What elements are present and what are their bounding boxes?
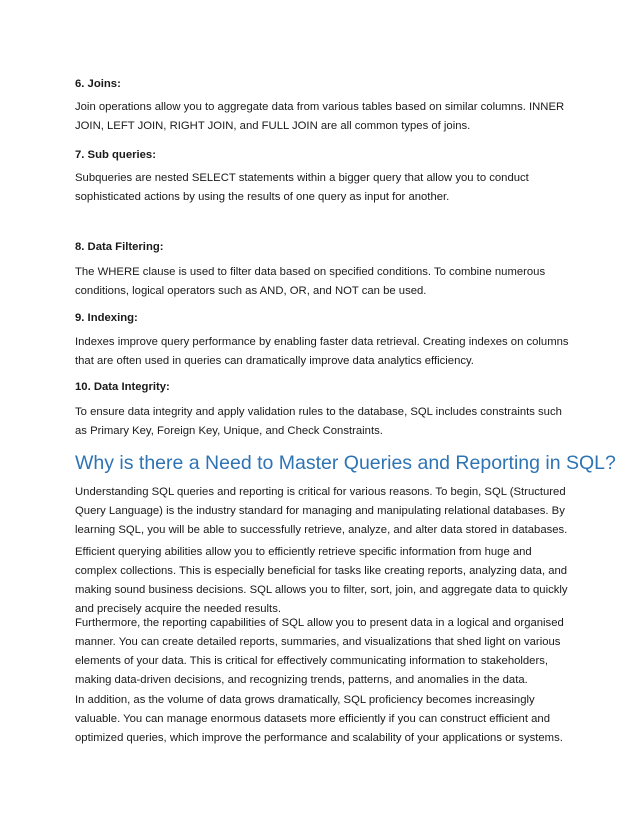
section-joins-body <box>75 98 570 136</box>
body-paragraph: Furthermore, the reporting capabilities of SQL allow you to present data in a logical and organised manner. You can create detailed reports, summaries, and visualizations that shed light on various elements of your data. This is critical for effectively communicating information to stakeholders, making data-driven decisions, and recognizing trends, patterns, and anomalies in the data. <box>75 617 564 686</box>
section-indexing <box>75 310 570 326</box>
section-body: To ensure data integrity and apply validation rules to the database, SQL includes constraints such as Primary Key, Foreign Key, Unique, and Check Constraints. <box>75 406 562 437</box>
section-heading: 7. Sub queries: <box>75 149 156 161</box>
paragraph-3 <box>75 614 570 690</box>
paragraph-4 <box>75 691 570 748</box>
section-data-integrity-body <box>75 403 570 441</box>
section-indexing-body <box>75 333 570 371</box>
body-paragraph: Understanding SQL queries and reporting is critical for various reasons. To begin, SQL (Structured Query Language) is the industry standard for managing and manipulating relational databases. By learning SQL, you will be able to successfully retrieve, analyze, and alter data stored in databases. <box>75 486 568 536</box>
section-subqueries <box>75 147 570 163</box>
paragraph-1 <box>75 483 570 540</box>
body-paragraph: Efficient querying abilities allow you to efficiently retrieve specific information from huge and complex collections. This is especially beneficial for tasks like creating reports, analyzing data, and making sound business decisions. SQL allows you to filter, sort, join, and aggregate data to quickly and precisely acquire the needed results. <box>75 546 568 615</box>
section-subqueries-body <box>75 169 570 207</box>
section-heading: 10. Data Integrity: <box>75 381 170 393</box>
paragraph-2 <box>75 543 570 619</box>
section-joins <box>75 76 570 92</box>
section-heading: 9. Indexing: <box>75 312 138 324</box>
section-heading: 6. Joins: <box>75 78 121 90</box>
section-data-integrity <box>75 379 570 395</box>
main-heading: Why is there a Need to Master Queries and Reporting in SQL? <box>75 452 616 474</box>
section-body: Indexes improve query performance by enabling faster data retrieval. Creating indexes on columns that are often used in queries can dramatically improve data analytics efficiency. <box>75 336 569 367</box>
section-data-filtering-body <box>75 263 570 301</box>
main-heading-block <box>75 450 616 476</box>
section-body: Subqueries are nested SELECT statements within a bigger query that allow you to conduct sophisticated actions by using the results of one query as input for another. <box>75 172 529 203</box>
section-data-filtering <box>75 239 570 255</box>
section-body: Join operations allow you to aggregate data from various tables based on similar columns. INNER JOIN, LEFT JOIN, RIGHT JOIN, and FULL JOIN are all common types of joins. <box>75 101 565 132</box>
body-paragraph: In addition, as the volume of data grows dramatically, SQL proficiency becomes increasingly valuable. You can manage enormous datasets more efficiently if you can construct efficient and optimized queries, which improve the performance and scalability of your applications or systems. <box>75 694 563 744</box>
section-heading: 8. Data Filtering: <box>75 241 164 253</box>
section-body: The WHERE clause is used to filter data based on specified conditions. To combine numerous conditions, logical operators such as AND, OR, and NOT can be used. <box>75 266 546 297</box>
